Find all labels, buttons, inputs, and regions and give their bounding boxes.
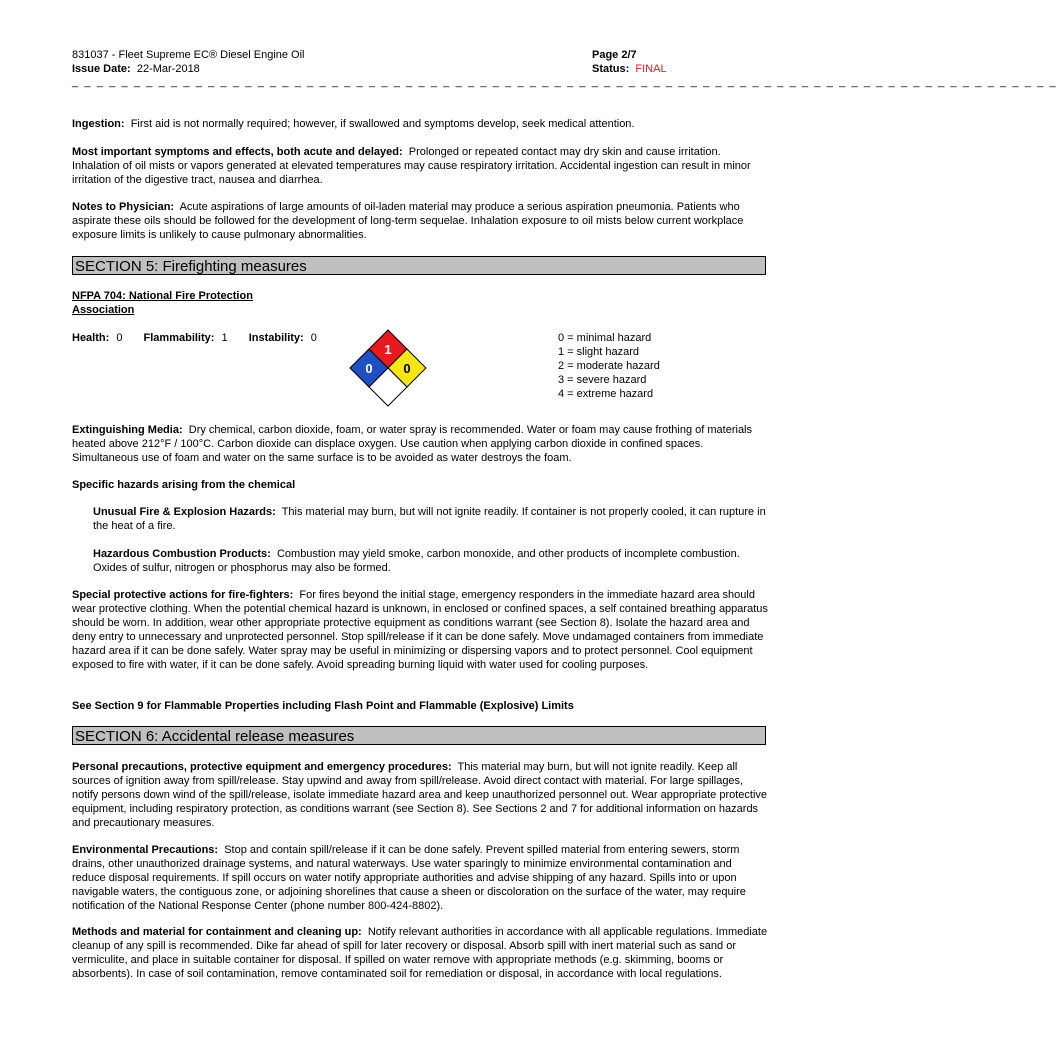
combustion-products-paragraph — [93, 547, 768, 575]
combustion-products-text: Combustion may yield smoke, carbon monoxide, and other products of incomplete combustion. Oxides of sulfur, nitrogen or phosphorus may also be formed. — [93, 548, 740, 574]
symptoms-text: Prolonged or repeated contact may dry skin and cause irritation. Inhalation of oil mists or vapors generated at elevated temperatures may cause respiratory irritation. Accidental ingestion can result in minor irritation of the digestive tract, nausea and diarrhea. — [72, 146, 751, 186]
environmental-precautions-paragraph — [72, 843, 768, 913]
environmental-precautions-label: Environmental Precautions: — [72, 844, 219, 856]
containment-text: Notify relevant authorities in accordance with all applicable regulations. Immediate cleanup of any spill is recommended. Dike far ahead of spill for later recovery or disposal. Absorb spill with inert material such as sand or vermiculite, and place in suitable container for disposal. If spilled on water remove with appropriate methods (e.g. skimming, booms or absorbents). In case of soil contamination, remove contaminated soil for remediation or disposal, in accordance with local regulations. — [72, 926, 768, 980]
nfpa-title: NFPA 704: National Fire Protection Association — [72, 290, 253, 316]
nfpa-flammability-number: 1 — [384, 342, 392, 357]
legend-item-2: 2 = moderate hazard — [558, 360, 660, 372]
instability-value: 0 — [310, 332, 317, 344]
health-label: Health: — [72, 332, 110, 344]
personal-precautions-label: Personal precautions, protective equipment and emergency procedures: — [72, 761, 452, 773]
page-number-text: Page 2/7 — [592, 49, 637, 61]
issue-date-label: Issue Date: — [72, 63, 131, 75]
unusual-hazards-text: This material may burn, but will not ignite readily. If container is not properly cooled, it can rupture in the heat of a fire. — [93, 506, 766, 532]
ingestion-text: First aid is not normally required; however, if swallowed and symptoms develop, seek medical attention. — [130, 118, 635, 130]
extinguishing-media-text: Dry chemical, carbon dioxide, foam, or water spray is recommended. Water or foam may cause frothing of materials heated above 212°F / 100°C. Carbon dioxide can displace oxygen. Use caution when applying carbon dioxide in confined spaces. Simultaneous use of foam and water on the same surface is to be avoided as water destroys the foam. — [72, 424, 753, 464]
personal-precautions-text: This material may burn, but will not ignite readily. Keep all sources of ignition away from spill/release. Stay upwind and away from spill/release. Avoid direct contact with material. For large spillages, notify persons down wind of the spill/release, isolate immediate hazard area and keep unauthorized personnel out. Wear appropriate protective equipment, including respiratory protection, as conditions warrant (see Section 8). See Sections 2 and 7 for additional information on hazards and precautionary measures. — [72, 761, 768, 829]
protective-actions-label: Special protective actions for fire-fighters: — [72, 589, 294, 601]
ingestion-label: Ingestion: — [72, 118, 125, 130]
product-line: 831037 - Fleet Supreme EC® Diesel Engine Oil — [72, 49, 305, 61]
containment-paragraph — [72, 925, 768, 981]
nfpa-ratings — [72, 331, 335, 345]
status-value: FINAL — [635, 63, 667, 75]
flammability-label: Flammability: — [143, 332, 215, 344]
environmental-precautions-text: Stop and contain spill/release if it can be done safely. Prevent spilled material from entering sewers, storm drains, other unauthorized drainage systems, and natural waterways. Use water sparingly to minimize environmental contamination and reduce disposal requirements. If spill occurs on water notify appropriate authorities and advise shipping of any hazard. Spills into or upon navigable waters, the contiguous zone, or adjoining shorelines that cause a sheen or discoloration on the surface of the water, may require notification of the National Response Center (phone number 800-424-8802). — [72, 844, 746, 912]
protective-actions-paragraph — [72, 588, 768, 672]
status-line — [592, 62, 667, 76]
section6-header: SECTION 6: Accidental release measures — [72, 726, 766, 745]
personal-precautions-paragraph — [72, 760, 768, 830]
extinguishing-media-paragraph — [72, 423, 768, 465]
status-label: Status: — [592, 63, 630, 75]
symptoms-paragraph — [72, 145, 768, 187]
legend-item-4: 4 = extreme hazard — [558, 388, 654, 400]
unusual-hazards-label: Unusual Fire & Explosion Hazards: — [93, 506, 276, 518]
flammability-value: 1 — [221, 332, 228, 344]
health-value: 0 — [116, 332, 123, 344]
issue-date-line — [72, 62, 200, 76]
issue-date-value: 22-Mar-2018 — [136, 63, 200, 75]
legend-item-1: 1 = slight hazard — [558, 346, 640, 358]
symptoms-label: Most important symptoms and effects, both acute and delayed: — [72, 146, 403, 158]
physician-text: Acute aspirations of large amounts of oil-laden material may produce a serious aspiration pneumonia. Patients who aspirate these oils should be followed for the development of long-term sequelae. Inhalation exposure to oil mists below current workplace exposure limits is unlikely to cause pulmonary abnormalities. — [72, 201, 744, 241]
legend-item-3: 3 = severe hazard — [558, 374, 647, 386]
specific-hazards-heading: Specific hazards arising from the chemical — [72, 479, 296, 491]
legend-item-0: 0 = minimal hazard — [558, 332, 652, 344]
nfpa-diamond — [350, 330, 430, 410]
physician-label: Notes to Physician: — [72, 201, 175, 213]
instability-label: Instability: — [248, 332, 304, 344]
page-number — [592, 48, 637, 62]
nfpa-instability-number: 0 — [403, 361, 411, 376]
extinguishing-media-label: Extinguishing Media: — [72, 424, 183, 436]
physician-paragraph — [72, 200, 768, 242]
unusual-hazards-paragraph — [93, 505, 768, 533]
see-section9-note: See Section 9 for Flammable Properties including Flash Point and Flammable (Explosive) Limits — [72, 700, 574, 712]
header-divider: _ _ _ _ _ _ _ _ _ _ _ _ _ _ _ _ _ _ _ _ _ _ _ _ _ _ _ _ _ _ _ _ _ _ _ _ _ _ _ _ _ _ _ _ _ _ _ _ _ _ _ _ _ _ _ _ _ _ _ _ _ _ _ _ _ _ _ _ _ _ _ _ _ _ _ _ _ _ _ _ — [72, 76, 1057, 88]
protective-actions-text: For fires beyond the initial stage, emergency responders in the immediate hazard area should wear protective clothing. When the potential chemical hazard is unknown, in enclosed or confined spaces, a self contained breathing apparatus should be worn. In addition, wear other appropriate protective equipment as conditions warrant (see Section 8). Isolate the hazard area and deny entry to unnecessary and unprotected personnel. Stop spill/release if it can be done safely. Move undamaged containers from immediate hazard area if it can be done safely. Water spray may be useful in minimizing or dispersing vapors and to protect personnel. Cool equipment exposed to fire with water, if it can be done safely. Avoid spreading burning liquid with water used for cooling purposes. — [72, 589, 768, 671]
ingestion-paragraph — [72, 117, 768, 131]
section5-header: SECTION 5: Firefighting measures — [72, 256, 766, 275]
combustion-products-label: Hazardous Combustion Products: — [93, 548, 271, 560]
nfpa-legend — [558, 331, 660, 401]
containment-label: Methods and material for containment and cleaning up: — [72, 926, 362, 938]
nfpa-health-number: 0 — [365, 361, 373, 376]
